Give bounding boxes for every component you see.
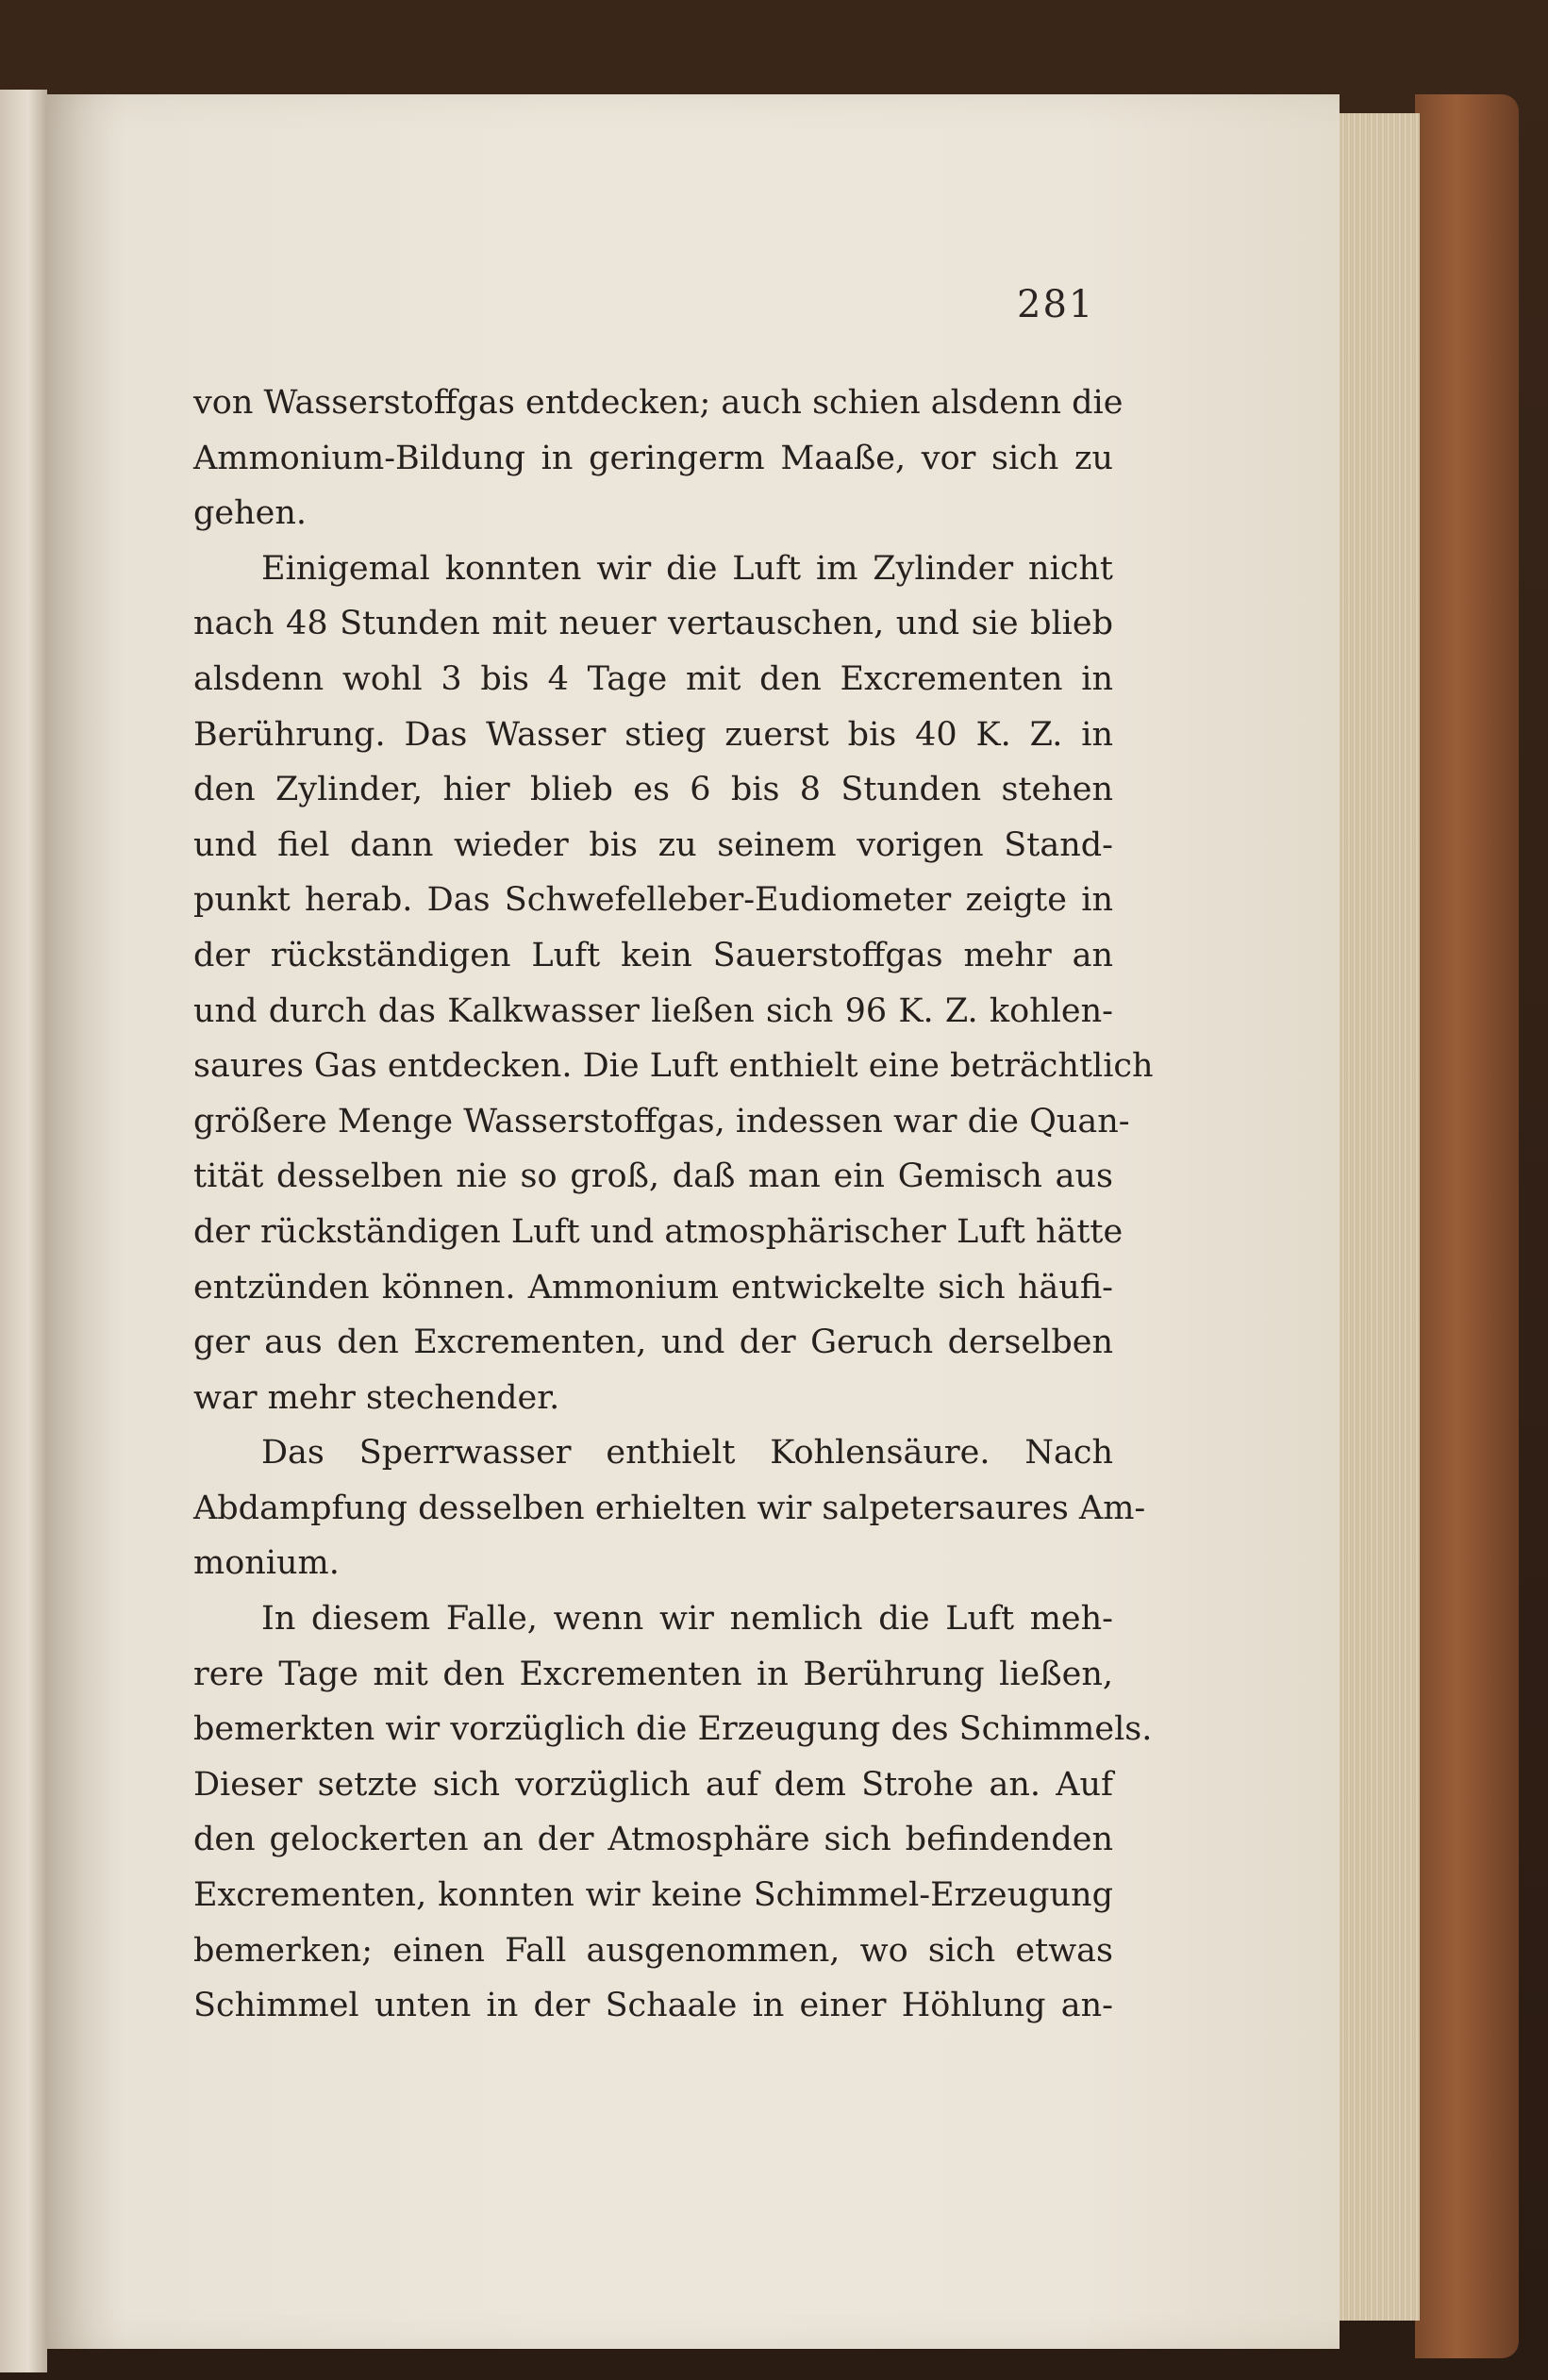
text-line: von Wasserstoffgas entdecken; auch schien alsdenn die <box>193 384 1124 422</box>
text-line: bemerken; einen Fall ausgenommen, wo sich etwas <box>193 1931 1113 1970</box>
text-line: gehen. <box>193 494 308 533</box>
text-line: der rückständigen Luft kein Sauerstoffgas mehr an <box>193 936 1113 974</box>
text-line: punkt herab. Das Schwefelleber-Eudiometer zeigte in <box>193 881 1113 920</box>
text-line: entzünden können. Ammonium entwickelte sich häufi- <box>193 1268 1113 1307</box>
facing-page-edge <box>0 90 47 2372</box>
text-line: und fiel dann wieder bis zu seinem vorigen Stand- <box>193 825 1113 864</box>
text-line: Dieser setzte sich vorzüglich auf dem Strohe an. Auf <box>193 1765 1113 1804</box>
text-line: war mehr stechender. <box>193 1378 560 1417</box>
book-cover-edge <box>1415 94 1519 2358</box>
text-line: Einigemal konnten wir die Luft im Zylinder nicht <box>261 549 1113 588</box>
text-line: den gelockerten an der Atmosphäre sich befindenden <box>193 1821 1113 1859</box>
page-body-text <box>193 375 1154 2034</box>
text-line: tität desselben nie so groß, daß man ein Gemisch aus <box>193 1157 1113 1196</box>
text-line: größere Menge Wasserstoffgas, indessen war die Quan- <box>193 1102 1130 1140</box>
text-line: Abdampfung desselben erhielten wir salpetersaures Am- <box>193 1489 1146 1527</box>
text-line: monium. <box>193 1544 340 1583</box>
text-line: nach 48 Stunden mit neuer vertauschen, und sie blieb <box>193 605 1113 643</box>
text-line: Excrementen, konnten wir keine Schimmel-Erzeugung <box>193 1876 1113 1915</box>
text-line: Berührung. Das Wasser stieg zuerst bis 40 K. Z. in <box>193 715 1113 754</box>
text-line: In diesem Falle, wenn wir nemlich die Luft meh- <box>261 1600 1113 1639</box>
text-line: der rückständigen Luft und atmosphärischer Luft hätte <box>193 1212 1124 1251</box>
text-line: Das Sperrwasser enthielt Kohlensäure. Nach <box>261 1434 1113 1473</box>
text-line: alsdenn wohl 3 bis 4 Tage mit den Excrementen in <box>193 659 1113 698</box>
text-line: und durch das Kalkwasser ließen sich 96 K. Z. kohlen- <box>193 991 1113 1030</box>
text-line: Ammonium-Bildung in geringerm Maaße, vor sich zu <box>193 439 1113 477</box>
text-line: ger aus den Excrementen, und der Geruch derselben <box>193 1323 1113 1362</box>
page-stack-edges <box>1340 113 1420 2321</box>
text-line: den Zylinder, hier blieb es 6 bis 8 Stunden stehen <box>193 771 1113 809</box>
text-line: Schimmel unten in der Schaale in einer Höhlung an- <box>193 1987 1113 2025</box>
text-line: rere Tage mit den Excrementen in Berührung ließen, <box>193 1655 1113 1693</box>
page-number: 281 <box>1017 283 1095 326</box>
text-line: bemerkten wir vorzüglich die Erzeugung des Schimmels. <box>193 1710 1153 1749</box>
text-line: saures Gas entdecken. Die Luft enthielt eine beträchtlich <box>193 1047 1154 1086</box>
